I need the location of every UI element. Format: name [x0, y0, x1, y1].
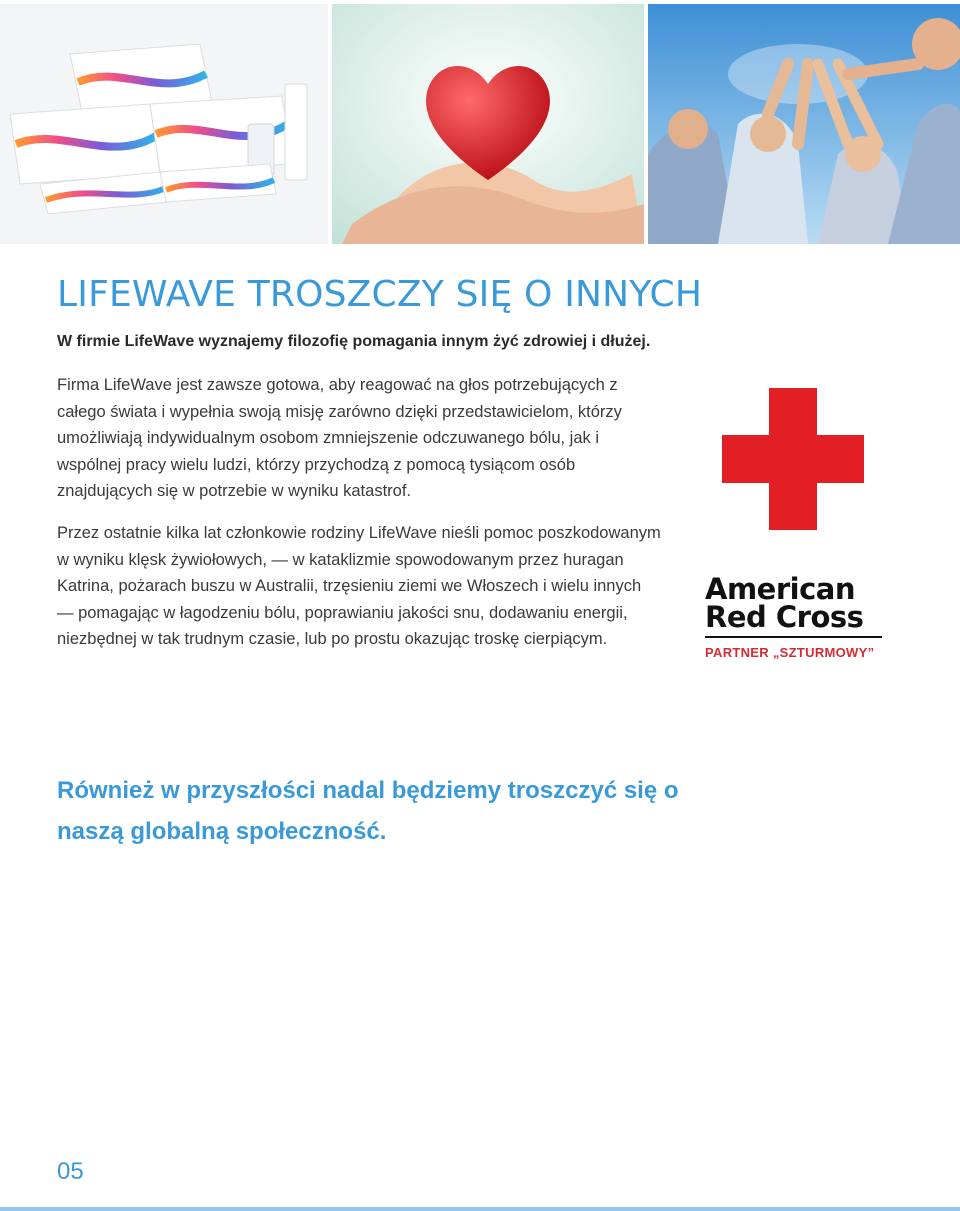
- header-photos: [0, 0, 960, 244]
- subheading: W firmie LifeWave wyznajemy filozofię pomagania innym żyć zdrowiej i dłużej.: [57, 333, 651, 350]
- closing-statement: Również w przyszłości nadal będziemy troszczyć się o naszą globalną społeczność.: [57, 777, 679, 845]
- page-heading: LIFEWAVE TROSZCZY SIĘ O INNYCH: [57, 274, 703, 315]
- logo-line-1: American: [705, 572, 855, 606]
- logo-line-2: Red Cross: [705, 600, 864, 634]
- page-number: 05: [57, 1158, 84, 1185]
- high-five-photo: [648, 4, 960, 244]
- bottom-rule: [0, 1207, 960, 1211]
- paragraph-relief: Przez ostatnie kilka lat członkowie rodziny LifeWave nieśli pomoc poszkodowanym w wyniku klęsk żywiołowych, — w kataklizmie spowodowanym przez huragan Katrina, pożarach buszu w Australii, trzęsieniu ziemi we Włoszech i wielu innych — pomagając w łagodzeniu bólu, poprawianiu jakości snu, dodawaniu energii, niezbędnej w tak trudnym czasie, lub po prostu okazując troskę cierpiącym.: [57, 524, 661, 648]
- logo-divider: [705, 636, 882, 638]
- red-cross-icon: [722, 388, 864, 530]
- heart-hands-photo: [332, 4, 644, 244]
- partner-label: PARTNER „SZTURMOWY”: [705, 645, 875, 660]
- paragraph-mission: Firma LifeWave jest zawsze gotowa, aby reagować na głos potrzebujących z całego świata i wypełnia swoją misję zarówno dzięki przedstawicielom, którzy umożliwiają indywidualnym osobom zmniejszenie odczuwanego bólu, jak i wspólnej pracy wielu ludzi, którzy przychodzą z pomocą tysiącom osób znajdujących się w potrzebie w wyniku katastrof.: [57, 376, 622, 500]
- product-boxes-photo: [0, 4, 328, 244]
- american-red-cross-logo-text: [705, 572, 885, 634]
